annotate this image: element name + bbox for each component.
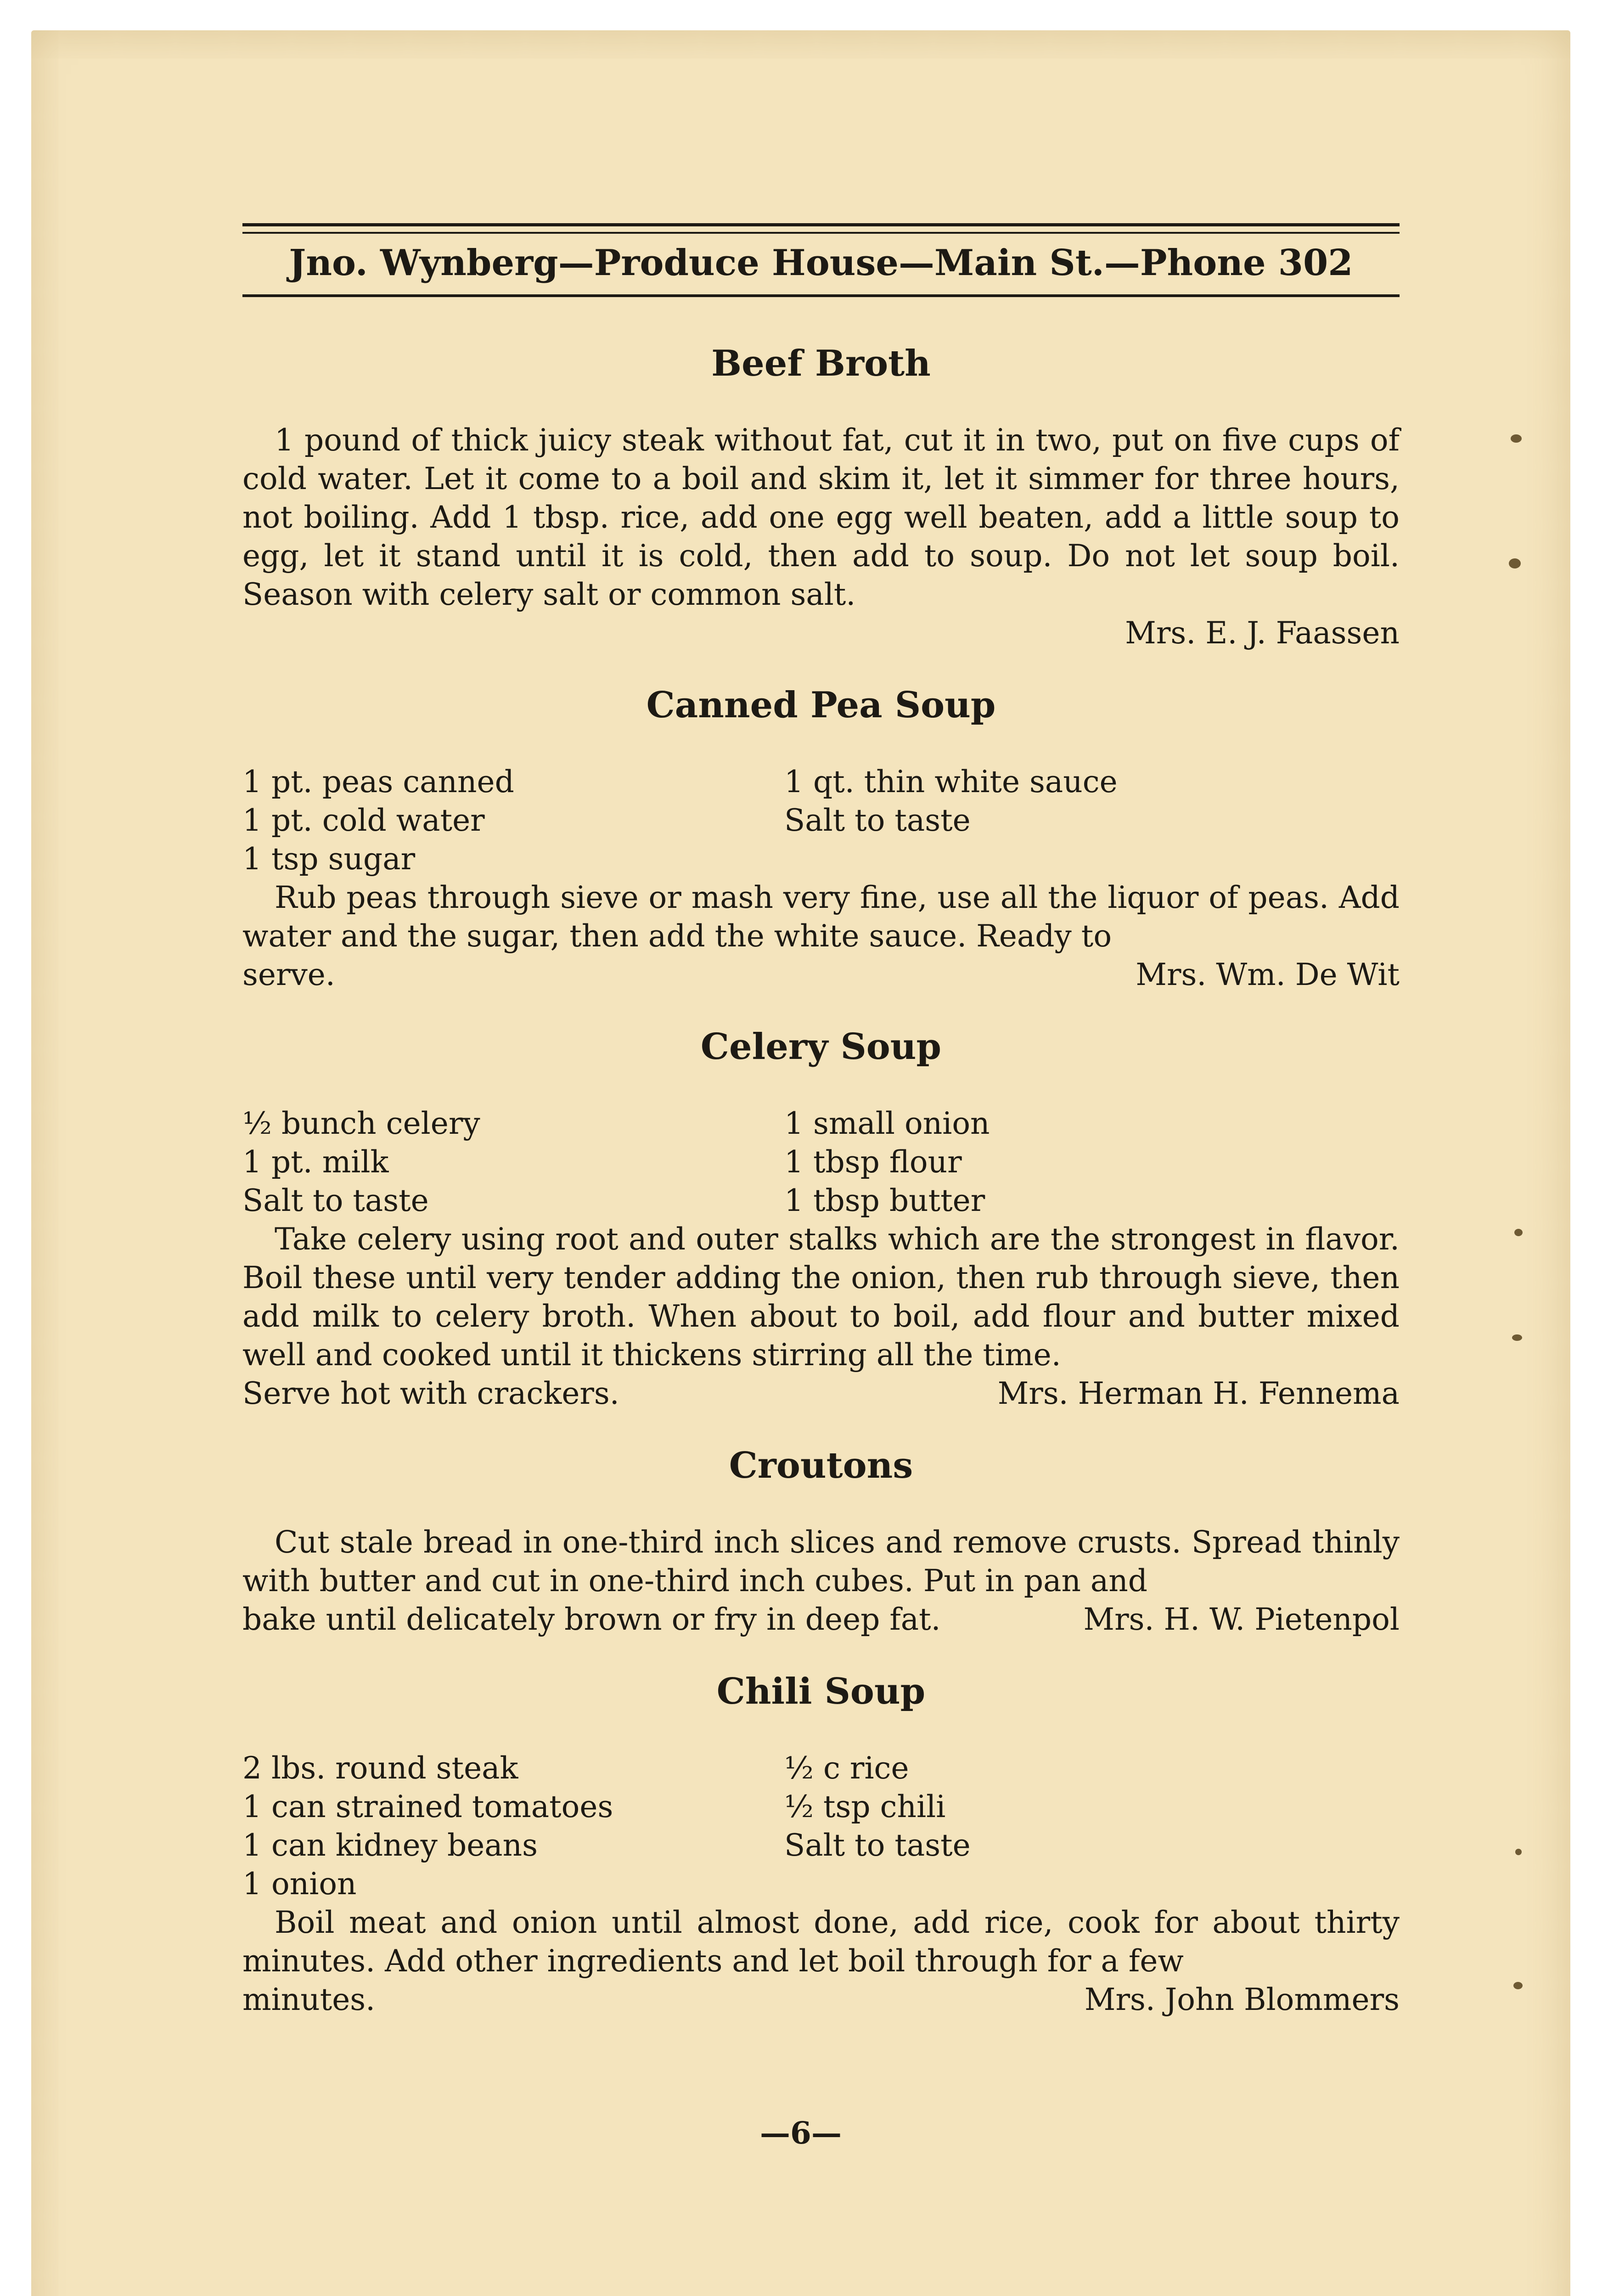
ingredient-item: 1 tbsp flour <box>784 1144 962 1180</box>
recipe-author: Mrs. John Blommers <box>1084 1982 1400 2017</box>
recipe-celery-soup <box>242 1022 1400 1413</box>
recipe-chili-soup <box>242 1666 1400 2019</box>
recipe-body-end: Serve hot with crackers. <box>242 1376 619 1411</box>
recipe-beef-broth <box>242 338 1400 653</box>
ingredient-list <box>242 763 1400 878</box>
recipe-body: Rub peas through sieve or mash very fine, use all the liquor of peas. Add water and the sugar, then add the white sauce. Ready to <box>242 880 1400 954</box>
recipe-body-end: minutes. <box>242 1982 376 2017</box>
ingredient-item: Salt to taste <box>242 1183 429 1218</box>
ingredient-item: 1 can kidney beans <box>242 1828 538 1863</box>
ingredient-item: 2 lbs. round steak <box>242 1750 518 1786</box>
paper-speck <box>1511 434 1522 443</box>
header-rule <box>242 294 1400 297</box>
page <box>31 30 1570 2296</box>
ingredient-column-left <box>242 763 784 878</box>
ingredient-item: Salt to taste <box>784 803 971 838</box>
recipe-title: Croutons <box>729 1445 913 1486</box>
ingredient-item: ½ tsp chili <box>784 1789 946 1824</box>
ingredient-item: 1 qt. thin white sauce <box>784 764 1118 799</box>
recipe-body-end: serve. <box>242 957 335 992</box>
ingredient-item: Salt to taste <box>784 1828 971 1863</box>
recipe-canned-pea-soup <box>242 680 1400 994</box>
recipe-title: Beef Broth <box>711 343 931 384</box>
recipe-author: Mrs. Herman H. Fennema <box>997 1376 1400 1411</box>
ingredient-item: 1 pt. cold water <box>242 803 485 838</box>
ingredient-item: ½ bunch celery <box>242 1106 480 1141</box>
ingredient-column-right <box>784 1749 1326 1903</box>
recipe-body: Take celery using root and outer stalks which are the strongest in flavor. Boil these until very tender adding the onion, then rub through sieve, then add milk to celery broth. When about to boil, add flour and butter mixed well and cooked until it thickens stirring all the time. <box>242 1221 1400 1373</box>
recipe-author: Mrs. H. W. Pietenpol <box>1083 1602 1400 1637</box>
ingredient-list <box>242 1104 1400 1220</box>
recipe-body-end: bake until delicately brown or fry in deep fat. <box>242 1602 941 1637</box>
page-header: Jno. Wynberg—Produce House—Main St.—Phone 302 <box>289 242 1353 284</box>
ingredient-item: 1 tsp sugar <box>242 841 416 877</box>
ingredient-column-right <box>784 1104 1326 1220</box>
ingredient-column-left <box>242 1104 784 1220</box>
recipe-closing-line <box>242 1374 1400 1413</box>
ingredient-item: 1 onion <box>242 1866 357 1902</box>
header-double-rule <box>242 223 1400 234</box>
paper-speck <box>1514 1229 1523 1236</box>
ingredient-item: 1 pt. milk <box>242 1144 389 1180</box>
recipe-author: Mrs. Wm. De Wit <box>1136 957 1400 992</box>
paper-speck <box>1512 1334 1522 1341</box>
paper-speck <box>1515 1849 1522 1855</box>
ingredient-item: 1 small onion <box>784 1106 990 1141</box>
recipe-body: 1 pound of thick juicy steak without fat, cut it in two, put on five cups of cold water. Let it come to a boil and skim it, let it simmer for three hours, not boiling. Add 1 tbsp. rice, add one egg well beaten, add a little soup to egg, let it stand until it is cold, then add to soup. Do not let soup boil. Season with celery salt or common salt. <box>242 422 1400 612</box>
recipe-title: Celery Soup <box>700 1026 942 1068</box>
ingredient-column-right <box>784 763 1326 878</box>
recipe-body: Cut stale bread in one-third inch slices and remove crusts. Spread thinly with butter and cut in one-third inch cubes. Put in pan and <box>242 1525 1400 1598</box>
ingredient-item: 1 can strained tomatoes <box>242 1789 613 1824</box>
ingredient-item: 1 tbsp butter <box>784 1183 985 1218</box>
ingredient-item: ½ c rice <box>784 1750 909 1786</box>
page-number: —6— <box>760 2115 842 2151</box>
recipe-title: Canned Pea Soup <box>646 684 996 726</box>
recipe-croutons <box>242 1441 1400 1639</box>
recipe-author: Mrs. E. J. Faassen <box>1125 615 1400 651</box>
recipe-title: Chili Soup <box>716 1671 926 1712</box>
ingredient-list <box>242 1749 1400 1903</box>
ingredient-column-left <box>242 1749 784 1903</box>
page-content <box>242 223 1400 2019</box>
paper-speck <box>1513 1982 1523 1989</box>
recipe-closing-line <box>242 956 1400 994</box>
ingredient-item: 1 pt. peas canned <box>242 764 514 799</box>
recipe-closing-line <box>242 1600 1400 1639</box>
recipe-closing-line <box>242 1981 1400 2019</box>
recipe-body: Boil meat and onion until almost done, add rice, cook for about thirty minutes. Add other ingredients and let boil through for a few <box>242 1905 1400 1979</box>
paper-speck <box>1509 558 1521 568</box>
